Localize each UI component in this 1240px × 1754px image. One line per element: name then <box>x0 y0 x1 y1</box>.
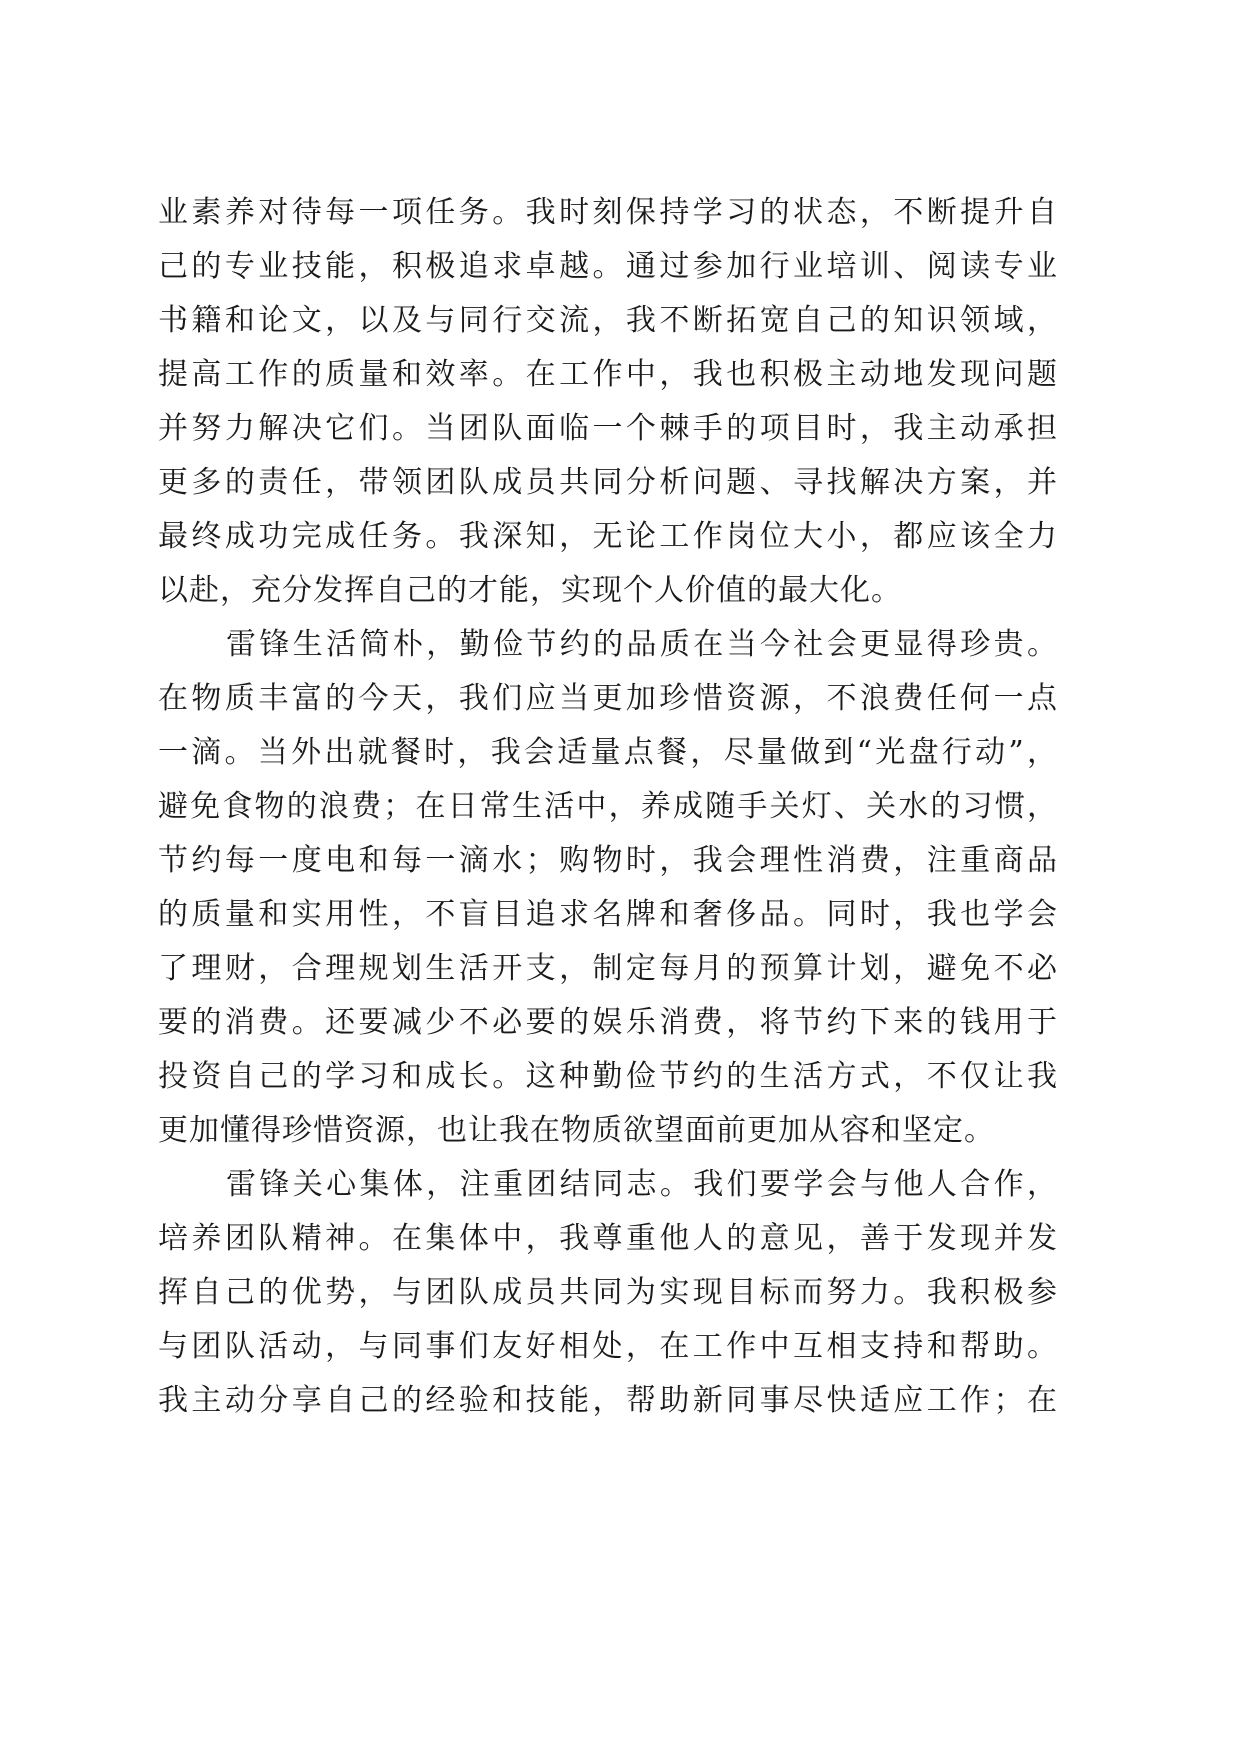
text-line: 己的专业技能，积极追求卓越。通过参加行业培训、阅读专业 <box>158 249 1058 284</box>
text-line: 雷锋关心集体，注重团结同志。我们要学会与他人合作， <box>226 1167 1058 1202</box>
text-line: 以赴，充分发挥自己的才能，实现个人价值的最大化。 <box>158 573 902 608</box>
text-line: 挥自己的优势，与团队成员共同为实现目标而努力。我积极参 <box>158 1275 1058 1310</box>
text-line: 与团队活动，与同事们友好相处，在工作中互相支持和帮助。 <box>158 1329 1058 1364</box>
text-line: 的质量和实用性，不盲目追求名牌和奢侈品。同时，我也学会 <box>158 897 1058 932</box>
text-line: 避免食物的浪费；在日常生活中，养成随手关灯、关水的习惯， <box>158 789 1058 824</box>
text-line: 培养团队精神。在集体中，我尊重他人的意见，善于发现并发 <box>158 1221 1058 1256</box>
body-text <box>158 186 1058 1428</box>
text-line: 并努力解决它们。当团队面临一个棘手的项目时，我主动承担 <box>158 411 1058 446</box>
text-line: 投资自己的学习和成长。这种勤俭节约的生活方式，不仅让我 <box>158 1059 1058 1094</box>
text-line: 要的消费。还要减少不必要的娱乐消费，将节约下来的钱用于 <box>158 1005 1058 1040</box>
text-line: 更多的责任，带领团队成员共同分析问题、寻找解决方案，并 <box>158 465 1058 500</box>
text-line: 节约每一度电和每一滴水；购物时，我会理性消费，注重商品 <box>158 843 1058 878</box>
text-line: 提高工作的质量和效率。在工作中，我也积极主动地发现问题 <box>158 357 1058 392</box>
text-line: 了理财，合理规划生活开支，制定每月的预算计划，避免不必 <box>158 951 1058 986</box>
text-line: 雷锋生活简朴，勤俭节约的品质在当今社会更显得珍贵。 <box>226 627 1058 662</box>
text-line: 更加懂得珍惜资源，也让我在物质欲望面前更加从容和坚定。 <box>158 1113 995 1148</box>
text-line: 最终成功完成任务。我深知，无论工作岗位大小，都应该全力 <box>158 519 1058 554</box>
text-line: 业素养对待每一项任务。我时刻保持学习的状态，不断提升自 <box>158 195 1058 230</box>
text-line: 在物质丰富的今天，我们应当更加珍惜资源，不浪费任何一点 <box>158 681 1058 716</box>
text-line: 一滴。当外出就餐时，我会适量点餐，尽量做到“光盘行动”， <box>158 735 1058 770</box>
text-line: 书籍和论文，以及与同行交流，我不断拓宽自己的知识领域， <box>158 303 1058 338</box>
text-line: 我主动分享自己的经验和技能，帮助新同事尽快适应工作；在 <box>158 1383 1058 1418</box>
